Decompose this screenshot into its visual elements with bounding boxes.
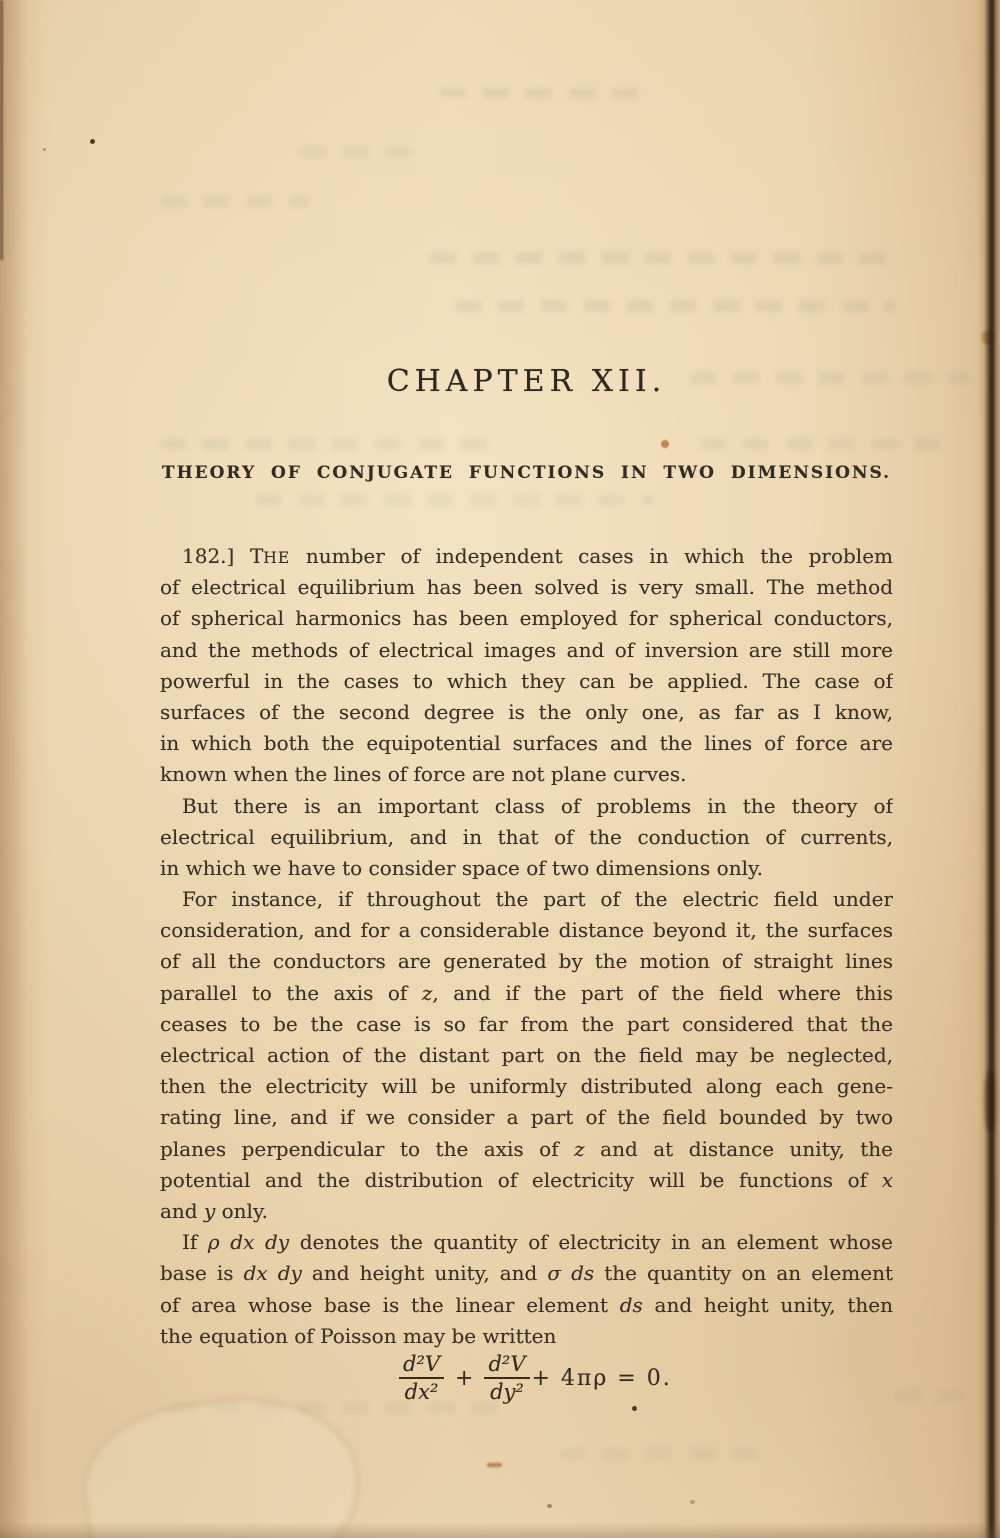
text-segment: and height unity, then	[642, 1292, 893, 1317]
text-segment: planes perpendicular to the axis of	[160, 1136, 575, 1161]
paper-speck	[690, 1500, 695, 1504]
text-line	[160, 1040, 893, 1071]
text-line	[160, 1196, 893, 1227]
paper-stain	[487, 1463, 502, 1467]
text-line	[160, 635, 893, 666]
text-line	[160, 853, 893, 884]
text-segment: and	[160, 1198, 204, 1223]
text-segment: and height unity, and	[301, 1261, 548, 1286]
text-segment: of area whose base is the linear element	[160, 1292, 620, 1317]
paper-stain	[661, 440, 669, 448]
paragraph	[160, 541, 893, 791]
text-segment: the equation of Poisson may be written	[160, 1323, 557, 1348]
text-segment: But there is an important class of problems in the theory of	[182, 793, 893, 818]
bleedthrough-text-ghost	[255, 494, 655, 506]
paragraph	[160, 1227, 893, 1352]
page-edge-shadow	[978, 0, 1000, 1538]
equation-fraction-1	[397, 1352, 446, 1404]
text-segment: surfaces of the second degree is the only one, as far as I know,	[160, 699, 893, 724]
bleedthrough-text-ghost	[455, 300, 895, 312]
italic-text-segment: σ ds	[547, 1261, 595, 1286]
text-segment: and at distance unity, the	[584, 1136, 893, 1161]
text-segment: ceases to be the case is so far from the part considered that the	[160, 1011, 893, 1036]
text-segment: electrical action of the distant part on the field may be neglected,	[160, 1043, 893, 1067]
text-line	[160, 884, 893, 915]
text-segment: number of independent cases in which the problem	[290, 544, 893, 568]
paper-speck	[547, 1504, 552, 1508]
text-line	[160, 541, 893, 572]
text-line	[160, 1134, 893, 1165]
text-segment: electrical equilibrium, and in that of the conduction of currents,	[160, 824, 893, 849]
bleedthrough-text-ghost	[300, 146, 420, 158]
text-segment: For instance, if throughout the part of the electric field under	[182, 887, 893, 912]
bleedthrough-text-ghost	[895, 1390, 970, 1402]
text-line	[160, 822, 893, 853]
bleedthrough-text-ghost	[430, 252, 900, 264]
chapter-title: CHAPTER XII.	[386, 364, 667, 399]
text-segment: HE	[263, 549, 291, 567]
text-segment: parallel to the axis of	[160, 980, 422, 1005]
text-segment: only.	[215, 1198, 268, 1223]
paragraph	[160, 884, 893, 1227]
paper-speck	[90, 139, 95, 144]
italic-text-segment: ρ dx dy	[207, 1230, 290, 1255]
text-line	[160, 759, 893, 790]
italic-text-segment: ds	[619, 1292, 643, 1317]
italic-text-segment: z	[421, 980, 433, 1005]
text-line	[160, 1321, 893, 1352]
italic-text-segment: z	[574, 1136, 585, 1161]
text-line	[160, 915, 893, 946]
text-line	[160, 697, 893, 728]
bleedthrough-text-ghost	[560, 1448, 770, 1460]
text-segment: in which both the equipotential surfaces and the lines of force are	[160, 731, 893, 756]
text-line	[160, 1071, 893, 1102]
text-segment: , and if the part of the field where this	[432, 980, 893, 1005]
text-line	[160, 1227, 893, 1258]
text-segment: in which we have to consider space of two dimensions only.	[160, 855, 763, 880]
text-segment: consideration, and for a considerable distance beyond it, the surfaces	[160, 918, 893, 943]
bleedthrough-text-ghost	[440, 88, 640, 98]
bleedthrough-text-ghost	[700, 438, 940, 450]
text-line	[160, 1290, 893, 1321]
page-gutter-line	[0, 0, 3, 260]
text-line	[160, 728, 893, 759]
text-segment: denotes the quantity of electricity in an element whose	[289, 1230, 893, 1255]
text-line	[160, 603, 893, 634]
stray-ink-dot	[632, 1406, 637, 1411]
equation-tail: + 4πρ = 0.	[531, 1365, 672, 1391]
text-line	[160, 1165, 893, 1196]
italic-text-segment: y	[203, 1198, 216, 1223]
text-line	[160, 946, 893, 977]
text-line	[160, 1102, 893, 1133]
text-line	[160, 1009, 893, 1040]
text-segment: the quantity on an element	[594, 1261, 893, 1286]
text-segment: potential and the distribution of electricity will be functions of	[160, 1167, 882, 1192]
bleedthrough-text-ghost	[160, 438, 500, 450]
text-line	[160, 1258, 893, 1289]
paragraph	[160, 791, 893, 885]
poisson-equation	[397, 1352, 672, 1404]
fraction-numerator: d²V	[488, 1352, 526, 1376]
paper-speck	[43, 148, 46, 151]
bleedthrough-text-ghost	[160, 196, 310, 208]
text-segment: If	[182, 1230, 208, 1255]
text-segment: base is	[160, 1261, 244, 1286]
text-segment: 182.] T	[182, 544, 264, 568]
text-segment: powerful in the cases to which they can be applied. The case of	[160, 668, 893, 693]
text-segment: and the methods of electrical images and of inversion are still more	[160, 637, 893, 662]
text-line	[160, 572, 893, 603]
text-segment: known when the lines of force are not plane curves.	[160, 762, 687, 787]
fraction-denominator: dy²	[484, 1377, 530, 1404]
text-line	[160, 978, 893, 1009]
fraction-numerator: d²V	[403, 1352, 441, 1376]
page-gutter-shadow	[0, 0, 28, 1538]
plus-operator: +	[455, 1365, 474, 1391]
italic-text-segment: dx dy	[243, 1261, 302, 1286]
equation-fraction-2	[482, 1352, 531, 1404]
text-segment: of electrical equilibrium has been solved is very small. The method	[160, 575, 893, 600]
italic-text-segment: x	[881, 1167, 893, 1192]
text-segment: rating line, and if we consider a part of the field bounded by two	[160, 1105, 893, 1130]
section-heading: THEORY OF CONJUGATE FUNCTIONS IN TWO DIMENSIONS.	[161, 463, 892, 483]
paragraphs	[160, 541, 893, 1352]
text-segment: of spherical harmonics has been employed for spherical conductors,	[160, 606, 893, 631]
text-segment: of all the conductors are generated by the motion of straight lines	[160, 949, 893, 974]
fraction-denominator: dx²	[399, 1377, 445, 1404]
text-segment: then the electricity will be uniformly distributed along each gene-	[160, 1074, 893, 1099]
text-line	[160, 791, 893, 822]
text-line	[160, 666, 893, 697]
